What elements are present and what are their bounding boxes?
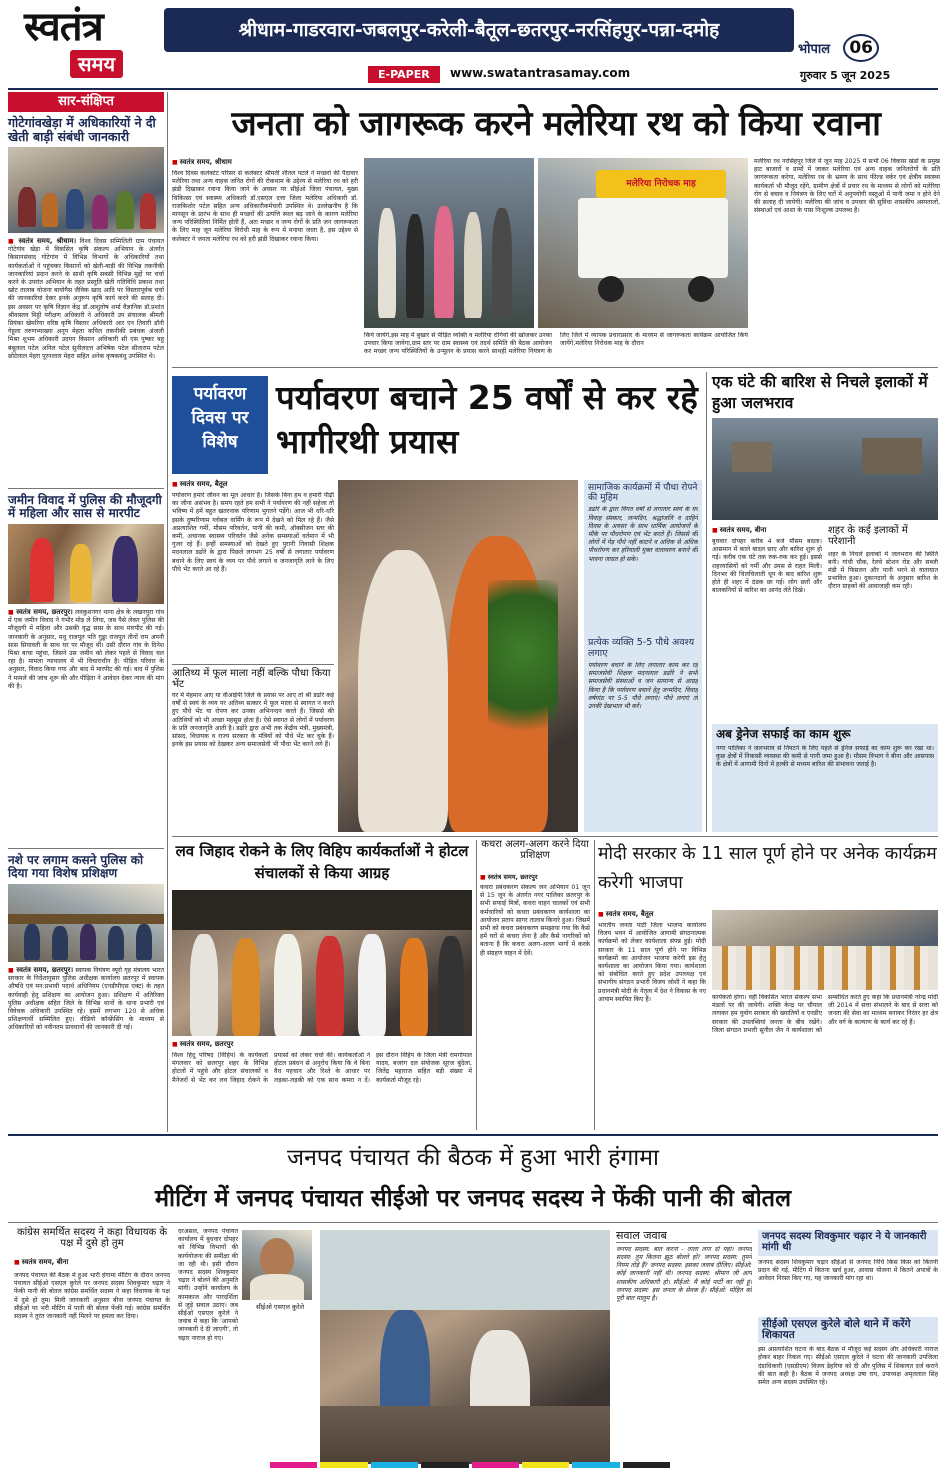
waste-story	[480, 840, 590, 1130]
sidebar-body: लवकुशनगर थाना क्षेत्र के लखनपुरा गांव में एक जमीन विवाद ने गंभीर मोड़ ले लिया, जब पैसे लेकर पुलिस की मौजूदगी में महिला और उसकी वृद्ध सास के साथ मारपीट की गई। जानकारी के अनुसार, मधु राजपूत पति गुड्डा राजपूत तीनों राम अपनी सास सियावती के साथ घर पर मौजूद थीं। उसी दौरान गांव के दिनेश मिश्रा बाचा पहुंचा, जिसने उस जमीन को लेकर पहले से विवाद चल रहा है। मामला न्यायालय में भी विचाराधीन है। पीड़ित परिवार के अनुसार, विवाद किया गया और बाद में मारपीट की गई। बाद में पुलिस ने मामले की जांच शुरू की और पीड़िता ने आवेदन देकर न्याय की मांग की है।	[8, 608, 164, 690]
lead-headline: जनता को जागरूक करने मलेरिया रथ को किया रवाना	[231, 104, 881, 144]
bjp-story	[598, 840, 938, 1130]
environment-tag: पर्यावरण दिवस पर विशेष	[172, 376, 268, 474]
bottom-portrait	[242, 1230, 312, 1300]
rain-sidebox	[828, 526, 938, 722]
rain-sidebox-title: शहर के कई इलाकों में परेशानी	[828, 525, 908, 547]
environment-box-body: डढोरे के द्वारा विगत वर्षों से लगातार स्वयं के घर विवाह संस्कार, जन्मदिन, श्रद्धांजलि व दाहिने दिवस के अवसर के साथ धार्मिक आयोजनों के मौके पर पौधरोपण एवं भेंट करते हैं। जिससे की लोगों में पेड़ पौधे नहीं काटने व अधिक से अधिक पौधरोपण कर हरियाली युक्त वातावरण बनाने की भावना जाग्रत हो सके।	[588, 506, 698, 563]
bottom-incident-photo	[320, 1230, 610, 1464]
edition-box	[798, 34, 898, 62]
rain-photo	[712, 418, 938, 520]
cities-line: श्रीधाम-गाडरवारा-जबलपुर-करेली-बैतूल-छतरपुर-नरसिंहपुर-पन्ना-दमोह	[238, 19, 720, 41]
bjp-body2: कार्यकर्ता होगा। वहीं विकसित भारत संकल्प सभा मंडलों पर की जायेगी। शक्ति केन्द्र पर चौपाल लगाकर हम युवोग सरकार की ख्यातियों व एनडीए सरकार की उपलब्धियां जनता के बीच रखेंगे। जिला संगठन प्रभारी सुनील जैन ने कार्यशाला को सम्बोधित करते हुए कहा कि प्रधानमंत्री नरेन्द्र मोदी जी 2014 में सत्ता संभालने के बाद से सत्ता को जनता की सेवा का माध्यम बनाकर निरंतर हर क्षेत्र और वर्ग के कल्याण के कार्य कर रहे हैं।	[712, 994, 938, 1034]
bottom-right-subhead: सीईओ एसएल कुरेले बोले थाने में करेंगे शिकायत	[758, 1317, 938, 1344]
lead-col3: मलेरिया रथ नरसिंहपुर जिले में जून माह 2025 में सभी 06 विकास खंडों के प्रमुख हाट बाजारों व ग्रामों में जाकर मलेरिया एवं अन्य वाहक जनितरोगों के प्रति जागरूकता करेगा, मलेरिया रथ के भ्रमण के साथ फील्ड वर्कर एवं क्षेत्रीय स्वास्थ्य कार्यकर्ता भी मौजूद रहेंगे, ग्रामीण क्षेत्रों में प्रचार रथ के माध्यम से लोगों को मलेरिया रोग से बचाव व नियंत्रण के लिए घरों में अनुपयोगी वस्तुओं में पानी जमा न होने देने की सलाह दी जायेगी। मलेरिया की जांच व उपचार की सुविधा शासकीय अस्पतालों, संस्थाओं एवं आशा के पास निःशुल्क उपलब्ध है।	[754, 158, 940, 215]
rain-subhead: अब ड्रेनेज सफाई का काम शुरू	[716, 727, 851, 741]
lead-photo-vehicle: मलेरिया निरोधक माह	[538, 158, 748, 328]
bottom-headline: मीटिंग में जनपद पंचायत सीईओ पर जनपद सदस्य ने फेंकी पानी की बोतल	[155, 1184, 791, 1212]
bottom-qa-body: जनपद सदस्य: बात करना - ताला लगा दो यहां। जनपद सदस्य: तुम कितना झूठ बोलते हो? जनपद सदस्य: तुमने नियम तोड़े हैं? जनपद सदस्य: इसका जवाब दीजिए। सीईओ: कोई जानकारी नहीं थी। जनपद सदस्य: श्रीमान जी आप शासकीय अधिकारी हो। सीईओ: मैं कोई पार्टी का नहीं हूं। जनपद सदस्य: इस जनता के सेवक हैं। सीईओ: मोहित को पूरी बात मालूम है।	[616, 1245, 752, 1303]
environment-box-body2: पर्यावरण बचाने के लिए लगातार काम कर रहे समाजसेवी शिक्षक मदनलाल डढोरे ने सभी समाजसेवी संस्थाओं व जन सामान्य से आग्रह किया है कि पर्यावरण बचाने हेतु जन्मदिन, विवाह वर्षगांठ पर 5-5 पौधे लगाएं। पौधे लगाएं तो उनकी देखभाल भी करें।	[588, 661, 698, 710]
environment-headline: पर्यावरण बचाने 25 वर्षों से कर रहे भागीरथी प्रयास	[276, 378, 698, 461]
bottom-col2: दरअसल, जनपद पंचायत कार्यालय में बुधवार दोपहर को विभिन्न विभागों की कार्ययोजना की समीक्षा की जा रही थी। इसी दौरान जनपद सदस्य शिवकुमार चढ़ार ने बोलने की अनुमति मांगी। उन्होंने कार्यालय के कामकाज और पारदर्शिता से जुड़े सवाल उठाए। जब सीईओ एसएल कुरेले ने जवाब में कहा कि 'आपको जानकारी दे दी जाएगी', तो चढ़ार नाराज हो गए।	[178, 1228, 238, 1342]
bottom-sub-headline: कांग्रेस समर्थित सदस्य ने कहा विधायक के पक्ष में दुसे हो तुम	[16, 1227, 168, 1249]
sidebar-title: सार-संक्षिप्त	[8, 92, 164, 112]
masthead	[0, 0, 945, 88]
rain-story	[712, 372, 938, 832]
sidebar-byline: ■ स्वतंत्र समय, छतरपुर।	[8, 608, 73, 616]
sidebar-headline: नशे पर लगाम कसने पुलिस को दिया गया विशेष प्रशिक्षण	[8, 853, 144, 880]
environment-body2: घर में मेहमान आए या वीआईपी जिले के प्रवास पर आए तो श्री डढोरे कई वर्षों से स्वयं के व्यय पर अतिथ्य सत्कार में फूल माला से स्वागत न करते हुए पौधे भेंट या रोपण कर उनका अभिनन्दन करते हैं। जिससे की अतिथियों को भी अच्छा महसूस होता है। ऐसे स्वागत से लोगों में पर्यावरण के प्रति जनजागृति आती है। डढोरे द्वारा अभी तक केंद्रीय मंत्री, मुख्यमंत्री, सांसद, विधायक व राज्य सरकार के मंत्रियों को पौधे भेंट कर चुके हैं। इनके इस प्रयास को देखकर अन्य समाजसेवी भी पौधा भेंट करने लगे हैं।	[172, 692, 334, 749]
sidebar	[8, 92, 164, 1132]
lead-byline: ■ स्वतंत्र समय, श्रीधाम	[172, 158, 232, 167]
waste-body: कचरा प्रबंधकरण संकल्प जन अभियान 01 जून से 15 जून के अंतर्गत नगर पालिका छतरपुर के सभी सफाई मित्रों, कचरा वाहन चालकों एवं सभी कर्मचारियों को कचरा प्रबंधकरण कार्यशाला का आयोजन प्रताप सागर तालाब किनारे हुआ। जिसमें सभी को कचरा प्रबंधकरण समझाया गया कि कैसे हमें घरों से कचरा लेना है और कैसे नागरिकों को बताना है कि कचरा अलग-अलग भागों में करके ही संग्रहण वाहन में देवें।	[480, 884, 590, 957]
sidebar-story	[8, 116, 164, 463]
sidebar-byline: ■ स्वतंत्र समय, छतरपुर।	[8, 966, 73, 974]
bottom-qa-title: सवाल जवाब	[616, 1230, 752, 1243]
bottom-col1: जनपद पंचायत की बैठक में हुआ भारी हंगामा मीटिंग के दौरान जनपद पंचायत सीईओ एसएल कुरेले पर जनपद सदस्य शिवकुमार चढ़ार ने फेंकी पानी की बोतल कांग्रेस समर्थित सदस्य ने कहा विधायक के पक्ष में दुसे हो तुम। मिली जानकारी अनुसार बीना जनपद पंचायत के सीईओ पर भरी मीटिंग में पानी की बोतल फेंकी गई। कांग्रेस समर्थित सदस्य ने तुरंत जानकारी नहीं मिलने पर हमला कर दिया।	[14, 1272, 170, 1321]
environment-story	[172, 372, 702, 832]
sidebar-headline: जमीन विवाद में पुलिस की मौजूदगी में महिला और सास से मारपीट	[8, 493, 162, 520]
sidebar-body: विश्व दिवस सम्मिलिती ग्राम पंचायत गोटेगांव खेड़ा में विकसित कृषि संकल्प अभियान के अंतर्गत किसानसंवाद गोटेगांव में विभिन्न विभागों के अधिकारियों तथा कार्यकर्ताओं ने पहुंचकर किसानों को खेती-बाड़ी की विभिन्न तकनीकी जानकारियां प्रदान करने के साथी कृषि सबसी विभिन्न मुद्दों पर चर्चा करने के उपरांत अभियान के तहत प्रस्तुति खेती गतिविधि प्रकाश तथा खोट तालाब योजना बायोगैस जैविक खाद आदि पर विस्तारपूर्वक चर्चा की जानकारियां देकर इनके अनुरूप कृषि कार्य करने की सलाह दी। इस अवसर पर कृषि विज्ञान केंद्र डॉ.आशुतोष शर्मा वैज्ञानिक डॉ.प्रशांत श्रीवास्तव मिट्टी परीक्षण अधिकारी ने अधिकारी उप संचालक श्रीमती प्रियंका खेमरिया वरिष्ठ कृषि विस्तार अधिकारी आर एन तिवारी डॉनी गेहूला तरुणभ्याख्या अनूप मेहता कपिल तकनीकी प्रबंधक अंजली मिश्रा शुभम अधिकारी उदयन किसान अधिकारी सी एस पुष्कर बहू बंबूलाल पटेल अनिल पटेल सुनीलदत्त अभिषेक पटेल सीताराम पटेल छोटेलाल मेहरा पूरनलाल मेहरा सहित अनेक कृषकबंधु उपस्थित थे।	[8, 238, 164, 360]
lead-story	[172, 94, 940, 364]
vhp-photo	[172, 890, 472, 1036]
vhp-byline: ■ स्वतंत्र समय, छतरपुर	[172, 1040, 233, 1049]
sidebar-photo	[8, 147, 164, 233]
bjp-photo	[712, 910, 938, 990]
sidebar-photo	[8, 884, 164, 962]
rain-headline: एक घंटे की बारिश से निचले इलाकों में हुआ जलभराव	[712, 373, 928, 412]
bottom-qa-box	[616, 1230, 752, 1464]
sidebar-byline: ■ स्वतंत्र समय, श्रीधाम।	[8, 237, 76, 245]
lead-photo-caption: किये जायेंगे,इस माह में बुखार से पीड़ित व्यक्ति व मलेरिया रोगियों की खोजकर उनका उपचार किया जायेगा,ग्राम स्तर पर ग्राम स्वास्थ्य एवं तदर्थ समिति की बैठक आयोजन कर मच्छर जन्य परिस्थितियों के उन्मूलन के प्रयास करने साथही मलेरिया नियंत्रण के लिए जिले में व्यापक प्रचारप्रसार के माध्यम से जागरूकता कार्यक्रम आयोजित किये जायेंगे,मलेरिया निरोधक माह के दौरान	[364, 332, 748, 356]
environment-byline: ■ स्वतंत्र समय, बैतूल	[172, 480, 227, 489]
waste-byline: ■ स्वतंत्र समय, छतरपुर	[480, 872, 538, 881]
sidebar-body: स्वापक नियंत्रण ब्यूरो गृह मंत्रालय भारत सरकार के निर्देशानुसार पुलिस अधीक्षक कार्यालय छतरपुर में स्वापक औषधि एवं मन:प्रभावी पदार्थ अधिनियम (एनडीपीएस एक्ट) के तहत कार्यवाही हेतु प्रशिक्षण का आयोजन हुआ। प्रशिक्षण में अतिरिक्त पुलिस अधीक्षक सहित जिले के विभिन्न थानों के थाना प्रभारी एवं विवेचक अधिकारी उपस्थित रहे। इसमें लगभग 120 से अधिक प्रशिक्षणार्थी सम्मिलित हुए। वीडियो कॉन्फ्रेंसिंग के माध्यम से अधिकारियों को नवीनतम प्रावधानों की जानकारी दी गई।	[8, 966, 164, 1032]
bottom-portrait-caption: सीईओ एसएल कुरेले	[255, 1303, 305, 1311]
environment-subhead: आतिथ्य में फूल माला नहीं बल्कि पौधा किया भेंट	[172, 664, 334, 691]
lead-photo-rally	[364, 158, 534, 328]
waste-headline: कचरा अलग-अलग करने दिया प्रशिक्षण	[481, 839, 589, 861]
bottom-kicker: जनपद पंचायत की बैठक में हुआ भारी हंगामा	[287, 1145, 659, 1171]
bottom-byline: ■ स्वतंत्र समय, बीना	[14, 1258, 68, 1267]
rain-sidebox-body: शहर के निचले इलाकों में जलभराव की स्थिति बनी। गांधी चौक, रेलवे स्टेशन रोड और सब्जी मंडी में फिसलन और पानी भरने से यातायात प्रभावित हुआ। दुकानदारों के अनुसार बारिश के दौरान ग्राहकों की आवाजाही कम रही।	[828, 550, 938, 591]
rain-byline: ■ स्वतंत्र समय, बीना	[712, 526, 766, 535]
environment-box	[584, 480, 702, 832]
environment-photo	[338, 480, 578, 832]
environment-body: पर्यावरण हमारे जीवन का मूल आधार है। जिसके बिना हम व हमारी पीढ़ी का जीना असंभव है। समय रहते हम सभी ने पर्यावरण की नहीं सहेजा तो भविष्य में हमें बहुत खतरनाक परिणाम भुगतने पड़ेंगे। आज भी धरि-धरि इसके दुष्परिणाम ग्लोबल वार्मिंग के रूप में देखने को मिल रहे हैं। जैसे अप्रत्याशित गर्मी, मौसम परिवर्तन, पानी की कमी, ऑक्सीजन स्तर की कमी, अचानक स्वास्थ्य परिवर्तन जैसे अनेक समस्याओं वर्तमान में भी गुजर रहे हैं। इन्हीं समस्याओं को देखते हुए पुरानी निवासी शिक्षक मदनलाल डढोरे के द्वारा पिछले लगभग 25 वर्षों से लगातार पर्यावरण बचाने के लिए स्वयं के व्यय पर पौधे लगाने व जनजागृति लाने के लिए पौधे भेंट करते आ रहे हैं।	[172, 492, 334, 573]
bjp-headline: मोदी सरकार के 11 साल पूर्ण होने पर अनेक कार्यक्रम करेगी भाजपा	[598, 844, 937, 893]
bottom-right-title: जनपद सदस्य शिवकुमार चढ़ार ने ये जानकारी मांगी थी	[758, 1230, 938, 1256]
logo-line1: स्वतंत्र	[24, 4, 103, 50]
cities-banner	[164, 8, 794, 52]
website-link[interactable]: www.swatantrasamay.com	[450, 66, 631, 80]
rain-subhead-box	[712, 724, 938, 832]
edition-label: भोपाल	[798, 42, 831, 57]
bottom-right-body2: इस अप्रत्याशित घटना के बाद बैठक में मौजूद कई सदस्य और अधिकारी नाराज होकर बाहर निकल गए। सीईओ एसएल कुरेले ने घटना की जानकारी उपजिला दंडाधिकारी (एसडीएम) विजय डेहरिया को दी और पुलिस में शिकायत दर्ज कराने की बात कही है। बैठक में जनपद अध्यक्ष उषा राय, उपाध्यक्ष अमृतलाल सिंह समेत अन्य सदस्य उपस्थित रहे।	[758, 1346, 938, 1387]
vhp-story	[172, 840, 472, 1130]
rain-body2: नगर पालिका ने जलभराव से निपटने के लिए पहले से ड्रेनेज सफाई का काम शुरू कर रखा था। कुछ क्षेत्रों में निकासी व्यवस्था की कमी से पानी जमा हुआ है। मौसम विभाग ने बीना और आसपास के क्षेत्रों में आगामी दिनों में हल्की से मध्यम बारिश की संभावना जताई है।	[716, 744, 934, 769]
environment-box-title: सामाजिक कार्यक्रमों में पौधा रोपने की मुहिम	[588, 483, 698, 503]
environment-box-title2: प्रत्येक व्यक्ति 5-5 पौधे अवश्य लगाए	[588, 637, 695, 659]
sidebar-headline: गोटेगांवखेड़ा में अधिकारियों ने दी खेती बाड़ी संबंधी जानकारी	[8, 115, 156, 144]
epaper-label[interactable]: E-PAPER	[368, 66, 440, 83]
bottom-story	[8, 1138, 938, 1464]
printer-marks	[270, 1462, 670, 1468]
vhp-body: विश्व हिंदू परिषद (विहिप) के कार्यकर्ता मंगलवार को छतरपुर शहर के विभिन्न होटलों में पहुंचे और होटल संचालकों व मैनेजरों से भेंट कर लव जिहाद रोकने के प्रयासों को लेकर चर्चा की। कार्यकर्ताओं ने होटल प्रबंधन से अनुरोध किया कि वे बिना वैध पहचान और रिश्ते के आधार पर लड़का-लड़की को एक साथ कमरा न दें। इस दौरान विहिप के जिला मंत्री रामगोपाल यादव, बजरंग दल संयोजक सूरज बुंदेला, जितेंद्र महाराज सहित बड़ी संख्या में कार्यकर्ता मौजूद रहे।	[172, 1052, 472, 1084]
sidebar-story	[8, 494, 164, 854]
logo-line2: समय	[70, 50, 123, 78]
page-number: 06	[843, 34, 879, 62]
rain-body: बुधवार दोपहर करीब 4 बजे मौसम बदला। आसमान में काले बादल छाए और बारिश शुरू हो गई। करीब एक घंटे तक रुक-रुक कर हुई। इससे शहरवासियों को गर्मी और उमस से राहत मिली। दिनभर की चिलचिलाती धूप के बाद बारिश शुरू होते ही शहर में ठंडक छा गई। लोग छतों और बालकनियों से बारिश का आनंद लेते दिखे।	[712, 538, 822, 595]
sidebar-photo	[8, 524, 164, 604]
bjp-byline: ■ स्वतंत्र समय, बैतूल	[598, 910, 653, 919]
lead-col1: विश्व दिवस कलेक्टेट परिसर से कलेक्टर श्रीमती शीतल पटले ने मच्छरों की पैदावार मलेरिया तथा अन्य वाहक जनित रोगों की रोकथाम के उद्देश्य से मलेरिया रथ को हरी झंडी दिखाकर रवाना किया जाने के अवसर पर सीईओ जिला पंचायत, मुख्य चिकित्सा एवं स्वास्थ्य अधिकारी डॉ.एसएल दत्ता जिला मलेरिया अधिकारी डॉ. राजकिशोर पटेल सहित अन्य अधिकारीकर्मचारी उपस्थित थे। उल्लेखनीय है कि मानसून के प्रारंभ के साथ ही मच्छरों की उत्पत्ति स्थल बढ़ जाने के कारण मलेरिया जन्य परिस्थितियां निर्मित होती हैं, अतः मच्छर व जन्य रोगों के प्रति जन जागरूकता के लिए माह जून मलेरिया विरोधी माह के रूप में मनाया जाता है, इस उद्देश्य से कलेक्टर ने जनता मलेरिया रथ को हरी झंडी दिखाकर रवाना किया।	[172, 170, 358, 243]
bottom-right-body: जनपद सदस्य शिवकुमार चढ़ार सीईओ से जनपद निधि किस किस को कितनी प्रदान की गई, मीटिंग में कितना खर्च हुआ, आवास योजना में कितने अपात्रों के आवेदन निरस्त किए गए, यह जानकारी मांग रहा था।	[758, 1258, 938, 1282]
bjp-body: भारतीय जनता पार्टी जिला भाजपा कार्यालय विजय भवन में आयोजित आगामी संगठनात्मक कार्यक्रमों को लेकर कार्यशाला संपन्न हुई। मोदी सरकार के 11 साल पूर्ण होने पर विभिन्न कार्यक्रमों का आयोजन भाजपा करेगी इस हेतु कार्यशाला का आयोजन किया गया। कार्यशाला को संबोधित करते हुए प्रदेश उपाध्यक्ष एवं संभागीय संगठन प्रभारी विजय जोशी ने कहा कि प्रधानमंत्री मोदी के नेतृत्व में देश ने विकास के नए आयाम स्थापित किए हैं।	[598, 922, 706, 1003]
bottom-right-box	[758, 1230, 938, 1464]
vhp-headline: लव जिहाद रोकने के लिए विहिप कार्यकर्ताओं ने होटल संचालकों से किया आग्रह	[175, 842, 469, 882]
date-line: गुरुवार 5 जून 2025	[800, 69, 891, 82]
logo	[24, 6, 158, 84]
sidebar-story	[8, 854, 164, 1130]
